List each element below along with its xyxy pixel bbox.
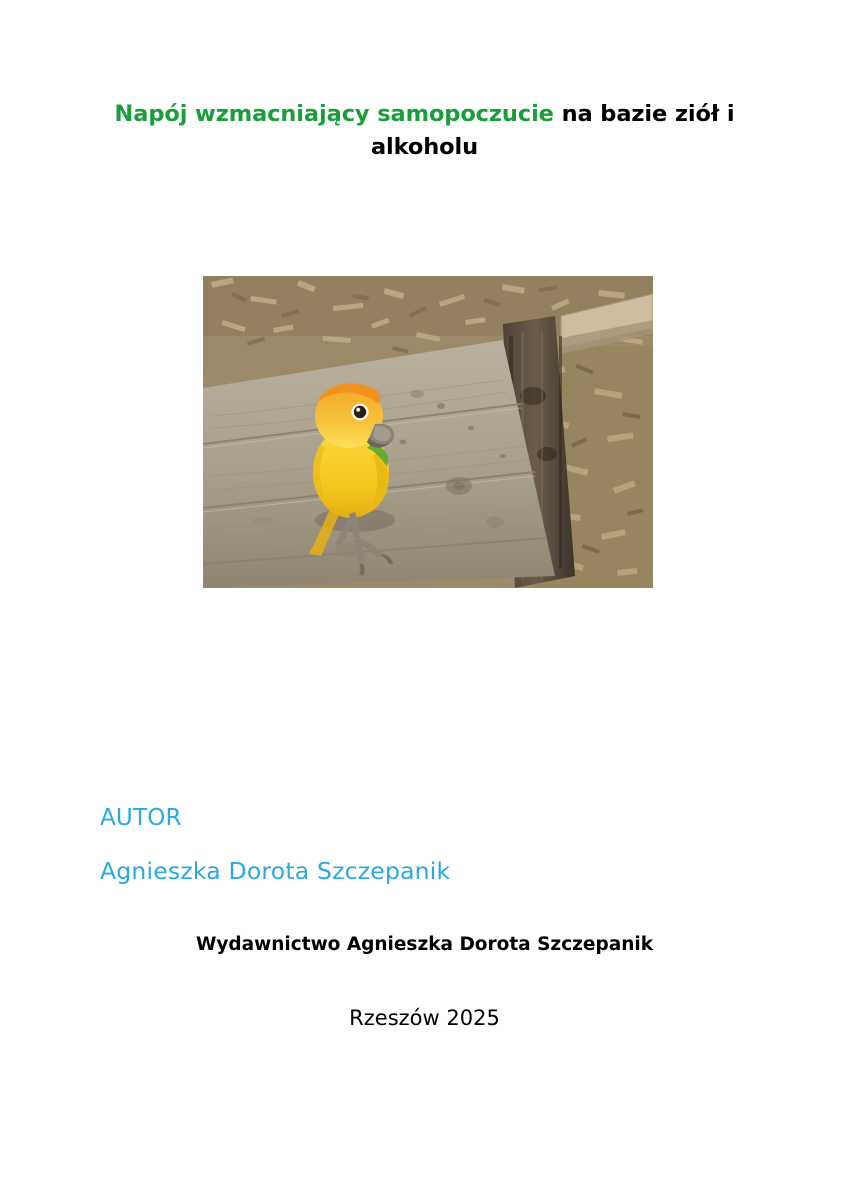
page-title <box>100 98 749 163</box>
publisher-name: Wydawnictwo Agnieszka Dorota Szczepanik <box>195 934 654 955</box>
cover-photo <box>203 276 653 588</box>
page-title-highlight: Napój wzmacniający samopoczucie <box>114 101 554 127</box>
cover-photo-illustration <box>203 276 653 588</box>
author-label: AUTOR <box>100 805 182 831</box>
city-year: Rzeszów 2025 <box>349 1006 500 1030</box>
author-name: Agnieszka Dorota Szczepanik <box>100 857 451 885</box>
page-title-rest: na bazie ziół i alkoholu <box>370 101 735 160</box>
